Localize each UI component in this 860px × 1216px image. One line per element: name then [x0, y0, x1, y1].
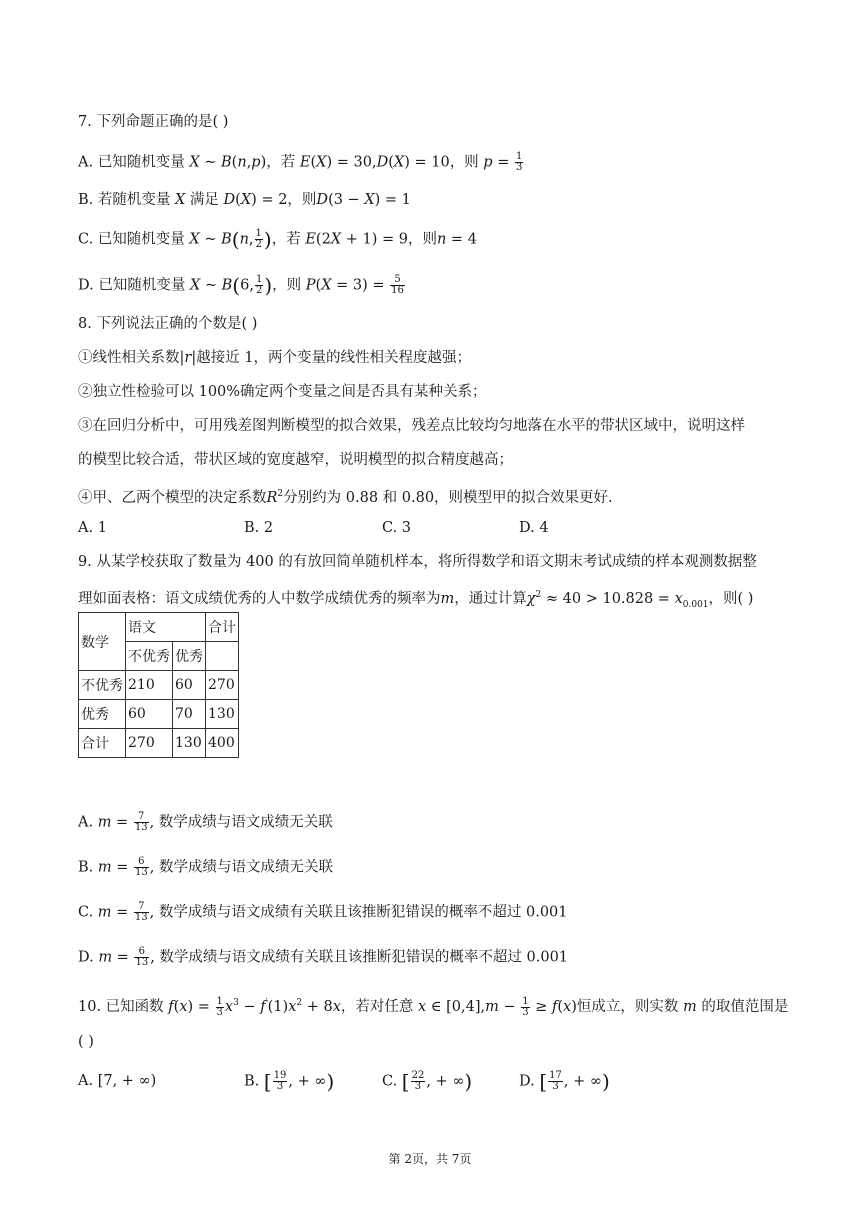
q9-stem2c: ，则( ): [708, 591, 754, 607]
row-label: 不优秀: [79, 671, 126, 700]
q8-statement-4: ④甲、乙两个模型的决定系数$R^2$分别约为 0.88 和 0.80，则模型甲的拟合效果更好.: [78, 489, 613, 506]
q8-statement-2: ②独立性检验可以 100%确定两个变量之间是否具有某种关系；: [78, 384, 487, 400]
q8-statement-1: ①线性相关系数|r|越接近 1，两个变量的线性相关程度越强；: [78, 350, 472, 366]
table-cell: 60: [126, 700, 173, 729]
q7-d-label: D. 已知随机变量: [78, 277, 186, 294]
q8-option-b: B. 2: [244, 520, 274, 536]
q10-stem-a: 10. 已知函数: [78, 999, 164, 1015]
table-cell: 400: [206, 729, 239, 758]
q7-a-label: A. 已知随机变量: [78, 154, 185, 171]
q9-stem-line2: 理如面表格：语文成绩优秀的人中数学成绩优秀的频率为m，通过计算$\chi^2 \approx 40 > 10.828 = x_{0.001}$，则( ): [78, 590, 754, 610]
header-math: 数学: [79, 613, 126, 671]
header-blank: [206, 642, 239, 671]
q10-option-c: C. [ $\frac{22}{3}$ , + ∞): [382, 1069, 473, 1094]
q10-stem-c: 恒成立，则实数: [576, 999, 679, 1015]
q9-stem2b: ，通过计算: [454, 591, 527, 607]
q7-b-then: ，则: [287, 192, 317, 208]
q10-option-d: D. [ $\frac{17}{3}$ , + ∞): [519, 1069, 610, 1094]
table-cell: 270: [126, 729, 173, 758]
q10-stem-d: 的取值范围是: [701, 999, 789, 1015]
q9-opt-d-text: 数学成绩与语文成绩有关联且该推断犯错误的概率不超过 0.001: [159, 949, 569, 966]
header-total: 合计: [206, 613, 239, 642]
q7-a-cond: ，若: [266, 154, 296, 171]
q7-c-label: C. 已知随机变量: [78, 231, 185, 248]
q9-option-b: B. m = $\frac{6}{13}$ , 数学成绩与语文成绩无关联: [78, 856, 333, 878]
q8-s1a: ①线性相关系数: [78, 350, 180, 366]
q10-option-b: B. [ $\frac{19}{3}$ , + ∞): [244, 1069, 335, 1094]
q9-opt-c-text: 数学成绩与语文成绩有关联且该推断犯错误的概率不超过 0.001: [158, 904, 568, 921]
table-cell: 130: [206, 700, 239, 729]
table-row: [79, 729, 239, 758]
q7-stem: 7. 下列命题正确的是( ): [78, 114, 229, 130]
q9-stem-line1: 9. 从某学校获取了数量为 400 的有放回简单随机样本，将所得数学和语文期末考试成绩的样本观测数据整: [78, 554, 757, 570]
q7-a-then: ，则: [449, 154, 479, 171]
header-not-excellent: 不优秀: [126, 642, 173, 671]
table-row: [79, 671, 239, 700]
header-chinese: 语文: [126, 613, 206, 642]
q8-statement-3b: 的模型比较合适，带状区域的宽度越窄，说明模型的拟合精度越高；: [78, 452, 513, 468]
table-cell: 60: [173, 671, 206, 700]
q7-c-then: ，则: [407, 231, 437, 248]
q7-option-a: A. 已知随机变量 X ~ B(n,p)，若 E(X) = 30,D(X) = 10，则 p = $\frac{1}{3}$: [78, 151, 523, 173]
table-cell: 70: [173, 700, 206, 729]
q8-stem: 8. 下列说法正确的个数是( ): [78, 316, 258, 332]
q8-statement-3a: ③在回归分析中，可用残差图判断模型的拟合效果，残差点比较均匀地落在水平的带状区域中，说明这样: [78, 418, 745, 434]
q10-paren: ( ): [78, 1034, 94, 1050]
q8-s1b: 越接近 1，两个变量的线性相关程度越强；: [196, 350, 472, 366]
q7-b-mid: 满足: [189, 192, 219, 208]
q8-s4b: 分别约为 0.88 和 0.80，则模型甲的拟合效果更好.: [283, 490, 613, 506]
q9-option-c: C. m = $\frac{7}{13}$ , 数学成绩与语文成绩有关联且该推断犯错误的概率不超过 0.001: [78, 901, 568, 923]
q9-opt-b-text: 数学成绩与语文成绩无关联: [158, 859, 333, 876]
q7-d-then: ，则: [272, 277, 302, 294]
q7-option-d: D. 已知随机变量 X ~ B(6, $\frac{1}{2}$ )，则 P(X = 3) = $\frac{5}{16}$: [78, 273, 404, 298]
q9-opt-a-text: 数学成绩与语文成绩无关联: [158, 814, 333, 831]
table-row: [79, 700, 239, 729]
q8-option-c: C. 3: [382, 520, 412, 536]
q7-option-b: B. 若随机变量 X 满足 D(X) = 2，则D(3 − X) = 1: [78, 192, 411, 208]
row-label: 合计: [79, 729, 126, 758]
header-excellent: 优秀: [173, 642, 206, 671]
page-footer: 第 2页，共 7页: [388, 1152, 472, 1166]
table-cell: 270: [206, 671, 239, 700]
q10-stem-b: ，若对任意: [340, 999, 414, 1015]
table-cell: 210: [126, 671, 173, 700]
q7-option-c: C. 已知随机变量 X ~ B(n, $\frac{1}{2}$ )，若 E(2X + 1) = 9，则n = 4: [78, 227, 477, 252]
row-label: 优秀: [79, 700, 126, 729]
q8-s4a: ④甲、乙两个模型的决定系数: [78, 490, 267, 506]
table-cell: 130: [173, 729, 206, 758]
q9-stem2a: 理如面表格：语文成绩优秀的人中数学成绩优秀的频率为: [78, 591, 441, 607]
q8-option-a: A. 1: [78, 520, 107, 536]
q10-stem: 10. 已知函数 f(x) = $\frac{1}{3}$ $x^3 - f'(1)x^2 + 8x$，若对任意 x ∈ [0,4],m − $\frac{1}{3}$ ≥ f(x)恒成立，则实数 m 的取值范围是: [78, 995, 789, 1018]
q9-option-a: A. m = $\frac{7}{13}$ , 数学成绩与语文成绩无关联: [78, 811, 333, 833]
q8-option-d: D. 4: [519, 520, 549, 536]
q10-option-a: A. [7, + ∞): [78, 1073, 157, 1089]
q7-c-cond: ，若: [271, 231, 301, 248]
q9-option-d: D. m = $\frac{6}{13}$ , 数学成绩与语文成绩有关联且该推断犯错误的概率不超过 0.001: [78, 946, 569, 968]
q7-b-label: B. 若随机变量: [78, 192, 171, 208]
contingency-table: [78, 612, 239, 758]
